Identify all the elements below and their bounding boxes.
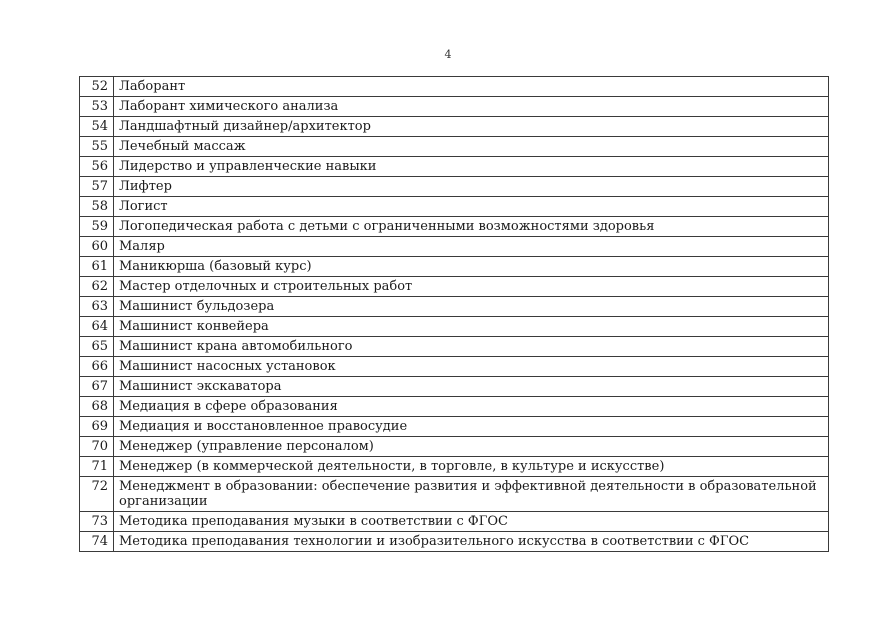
row-number: 56 xyxy=(80,157,114,177)
program-name: Машинист насосных установок xyxy=(114,357,829,377)
table-row xyxy=(80,457,829,477)
page-number: 4 xyxy=(444,48,452,61)
program-name: Лаборант химического анализа xyxy=(114,97,829,117)
program-name: Медиация в сфере образования xyxy=(114,397,829,417)
row-number: 60 xyxy=(80,237,114,257)
program-name: Мастер отделочных и строительных работ xyxy=(114,277,829,297)
row-number: 64 xyxy=(80,317,114,337)
table-row xyxy=(80,117,829,137)
program-name: Лечебный массаж xyxy=(114,137,829,157)
program-name: Машинист экскаватора xyxy=(114,377,829,397)
table-row xyxy=(80,317,829,337)
program-name: Лифтер xyxy=(114,177,829,197)
row-number: 63 xyxy=(80,297,114,317)
row-number: 54 xyxy=(80,117,114,137)
table-row xyxy=(80,357,829,377)
row-number: 69 xyxy=(80,417,114,437)
row-number: 59 xyxy=(80,217,114,237)
table-row xyxy=(80,297,829,317)
table-row xyxy=(80,337,829,357)
table-row xyxy=(80,217,829,237)
program-name: Логист xyxy=(114,197,829,217)
table-row xyxy=(80,137,829,157)
program-name: Машинист бульдозера xyxy=(114,297,829,317)
table-row xyxy=(80,77,829,97)
program-name: Менеджер (управление персоналом) xyxy=(114,437,829,457)
table-row xyxy=(80,237,829,257)
program-name: Лаборант xyxy=(114,77,829,97)
programs-table xyxy=(79,76,829,552)
table-row xyxy=(80,437,829,457)
row-number: 61 xyxy=(80,257,114,277)
program-name: Менеджер (в коммерческой деятельности, в торговле, в культуре и искусстве) xyxy=(114,457,829,477)
row-number: 73 xyxy=(80,512,114,532)
program-name: Маляр xyxy=(114,237,829,257)
table-row xyxy=(80,97,829,117)
row-number: 71 xyxy=(80,457,114,477)
row-number: 52 xyxy=(80,77,114,97)
table-row xyxy=(80,257,829,277)
row-number: 55 xyxy=(80,137,114,157)
program-name: Ландшафтный дизайнер/архитектор xyxy=(114,117,829,137)
table-row xyxy=(80,177,829,197)
table-row xyxy=(80,512,829,532)
row-number: 68 xyxy=(80,397,114,417)
table-row xyxy=(80,532,829,552)
row-number: 72 xyxy=(80,477,114,512)
row-number: 53 xyxy=(80,97,114,117)
program-name: Методика преподавания музыки в соответствии с ФГОС xyxy=(114,512,829,532)
row-number: 62 xyxy=(80,277,114,297)
row-number: 74 xyxy=(80,532,114,552)
program-name: Логопедическая работа с детьми с ограниченными возможностями здоровья xyxy=(114,217,829,237)
row-number: 57 xyxy=(80,177,114,197)
program-name: Машинист крана автомобильного xyxy=(114,337,829,357)
table-row xyxy=(80,397,829,417)
table-row xyxy=(80,277,829,297)
table-row xyxy=(80,477,829,512)
table-row xyxy=(80,377,829,397)
program-name: Менеджмент в образовании: обеспечение развития и эффективной деятельности в образовательной организации xyxy=(114,477,829,512)
table-row xyxy=(80,197,829,217)
row-number: 66 xyxy=(80,357,114,377)
table-row xyxy=(80,417,829,437)
row-number: 67 xyxy=(80,377,114,397)
program-name: Медиация и восстановленное правосудие xyxy=(114,417,829,437)
program-name: Методика преподавания технологии и изобразительного искусства в соответствии с ФГОС xyxy=(114,532,829,552)
row-number: 65 xyxy=(80,337,114,357)
row-number: 58 xyxy=(80,197,114,217)
program-name: Маникюрша (базовый курс) xyxy=(114,257,829,277)
program-name: Лидерство и управленческие навыки xyxy=(114,157,829,177)
table-row xyxy=(80,157,829,177)
programs-table-body xyxy=(80,77,829,552)
row-number: 70 xyxy=(80,437,114,457)
program-name: Машинист конвейера xyxy=(114,317,829,337)
